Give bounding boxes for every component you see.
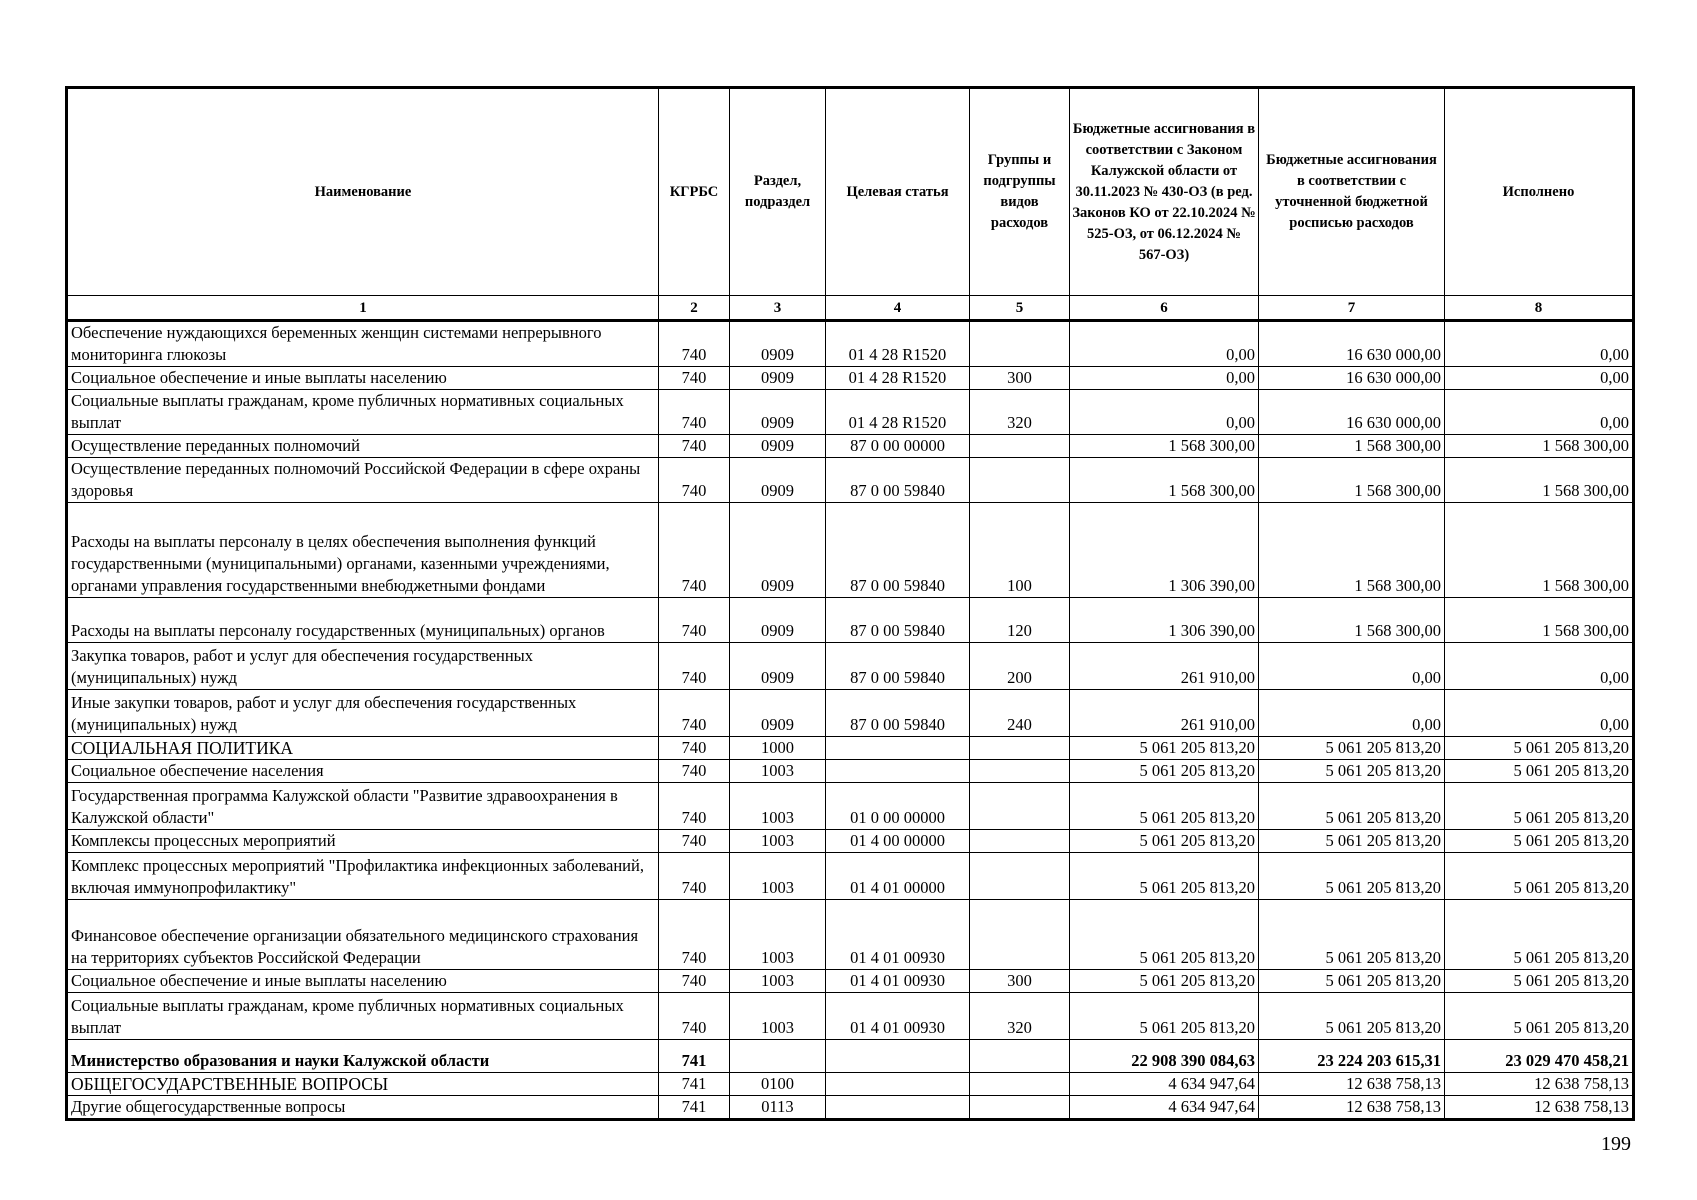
cell-executed-amount: 12 638 758,13 <box>1445 1096 1634 1120</box>
table-row <box>67 853 1634 900</box>
cell-refined-amount: 5 061 205 813,20 <box>1259 970 1445 993</box>
cell-law-amount: 22 908 390 084,63 <box>1070 1040 1259 1073</box>
cell-refined-amount: 0,00 <box>1259 690 1445 737</box>
cell-group <box>970 900 1070 970</box>
header-name: Наименование <box>67 88 659 296</box>
cell-group <box>970 830 1070 853</box>
page-number: 199 <box>1601 1133 1631 1155</box>
cell-refined-amount: 1 568 300,00 <box>1259 458 1445 503</box>
cell-law-amount: 0,00 <box>1070 367 1259 390</box>
cell-name: Министерство образования и науки Калужской области <box>67 1040 659 1073</box>
header-groups: Группы и подгруппы видов расходов <box>970 88 1070 296</box>
cell-refined-amount: 23 224 203 615,31 <box>1259 1040 1445 1073</box>
table-row <box>67 1073 1634 1096</box>
cell-law-amount: 5 061 205 813,20 <box>1070 853 1259 900</box>
table-row <box>67 321 1634 367</box>
header-section: Раздел, подраздел <box>730 88 826 296</box>
table-row <box>67 390 1634 435</box>
cell-name: Социальное обеспечение и иные выплаты населению <box>67 367 659 390</box>
cell-section: 0909 <box>730 598 826 643</box>
cell-kgrbs: 740 <box>659 853 730 900</box>
cell-kgrbs: 740 <box>659 830 730 853</box>
column-number: 5 <box>970 296 1070 321</box>
cell-section: 0909 <box>730 690 826 737</box>
table-row <box>67 458 1634 503</box>
cell-refined-amount: 12 638 758,13 <box>1259 1073 1445 1096</box>
cell-section: 1000 <box>730 737 826 760</box>
cell-kgrbs: 740 <box>659 390 730 435</box>
table-row <box>67 690 1634 737</box>
cell-law-amount: 0,00 <box>1070 321 1259 367</box>
column-number: 2 <box>659 296 730 321</box>
cell-target: 01 0 00 00000 <box>826 783 970 830</box>
cell-refined-amount: 5 061 205 813,20 <box>1259 830 1445 853</box>
cell-name: Государственная программа Калужской области "Развитие здравоохранения в Калужской области" <box>67 783 659 830</box>
cell-law-amount: 1 306 390,00 <box>1070 503 1259 598</box>
table-row <box>67 1096 1634 1120</box>
cell-name: ОБЩЕГОСУДАРСТВЕННЫЕ ВОПРОСЫ <box>67 1073 659 1096</box>
cell-target: 87 0 00 59840 <box>826 598 970 643</box>
cell-executed-amount: 1 568 300,00 <box>1445 598 1634 643</box>
column-number: 4 <box>826 296 970 321</box>
cell-kgrbs: 740 <box>659 760 730 783</box>
table-row <box>67 643 1634 690</box>
cell-refined-amount: 5 061 205 813,20 <box>1259 853 1445 900</box>
cell-kgrbs: 740 <box>659 458 730 503</box>
cell-kgrbs: 740 <box>659 737 730 760</box>
cell-target <box>826 1096 970 1120</box>
cell-refined-amount: 1 568 300,00 <box>1259 503 1445 598</box>
cell-name: Комплекс процессных мероприятий "Профилактика инфекционных заболеваний, включая иммунопрофилактику" <box>67 853 659 900</box>
cell-law-amount: 5 061 205 813,20 <box>1070 970 1259 993</box>
cell-refined-amount: 1 568 300,00 <box>1259 435 1445 458</box>
cell-kgrbs: 740 <box>659 690 730 737</box>
cell-law-amount: 261 910,00 <box>1070 690 1259 737</box>
cell-law-amount: 0,00 <box>1070 390 1259 435</box>
cell-section: 1003 <box>730 993 826 1040</box>
cell-executed-amount: 5 061 205 813,20 <box>1445 737 1634 760</box>
cell-group: 200 <box>970 643 1070 690</box>
table-row <box>67 367 1634 390</box>
cell-law-amount: 5 061 205 813,20 <box>1070 783 1259 830</box>
cell-target <box>826 1040 970 1073</box>
cell-law-amount: 1 306 390,00 <box>1070 598 1259 643</box>
header-kgrbs: КГРБС <box>659 88 730 296</box>
cell-group <box>970 853 1070 900</box>
cell-target: 01 4 28 R1520 <box>826 367 970 390</box>
cell-name: Осуществление переданных полномочий <box>67 435 659 458</box>
cell-group <box>970 760 1070 783</box>
table-row <box>67 435 1634 458</box>
cell-executed-amount: 0,00 <box>1445 690 1634 737</box>
cell-name: Социальное обеспечение и иные выплаты населению <box>67 970 659 993</box>
cell-target: 87 0 00 59840 <box>826 458 970 503</box>
cell-group <box>970 783 1070 830</box>
cell-name: Осуществление переданных полномочий Российской Федерации в сфере охраны здоровья <box>67 458 659 503</box>
cell-section: 0909 <box>730 458 826 503</box>
cell-section: 1003 <box>730 970 826 993</box>
cell-name: Другие общегосударственные вопросы <box>67 1096 659 1120</box>
cell-section: 1003 <box>730 760 826 783</box>
header-row <box>67 88 1634 296</box>
cell-law-amount: 1 568 300,00 <box>1070 458 1259 503</box>
cell-executed-amount: 0,00 <box>1445 321 1634 367</box>
cell-target: 87 0 00 59840 <box>826 503 970 598</box>
cell-name: Обеспечение нуждающихся беременных женщин системами непрерывного мониторинга глюкозы <box>67 321 659 367</box>
cell-executed-amount: 5 061 205 813,20 <box>1445 993 1634 1040</box>
cell-target <box>826 737 970 760</box>
cell-section: 0909 <box>730 435 826 458</box>
cell-group <box>970 1040 1070 1073</box>
column-number: 8 <box>1445 296 1634 321</box>
cell-group: 120 <box>970 598 1070 643</box>
cell-executed-amount: 1 568 300,00 <box>1445 435 1634 458</box>
cell-target: 01 4 01 00930 <box>826 993 970 1040</box>
header-law: Бюджетные ассигнования в соответствии с Законом Калужской области от 30.11.2023 № 430-ОЗ (в ред. Законов КО от 22.10.2024 № 525-ОЗ, от 06.12.2024 № 567-ОЗ) <box>1070 88 1259 296</box>
cell-executed-amount: 0,00 <box>1445 390 1634 435</box>
cell-target <box>826 1073 970 1096</box>
cell-executed-amount: 5 061 205 813,20 <box>1445 853 1634 900</box>
header-executed: Исполнено <box>1445 88 1634 296</box>
cell-group: 240 <box>970 690 1070 737</box>
cell-section: 0909 <box>730 643 826 690</box>
column-number: 1 <box>67 296 659 321</box>
cell-group: 300 <box>970 367 1070 390</box>
cell-law-amount: 5 061 205 813,20 <box>1070 737 1259 760</box>
cell-refined-amount: 16 630 000,00 <box>1259 390 1445 435</box>
cell-kgrbs: 740 <box>659 503 730 598</box>
cell-name: СОЦИАЛЬНАЯ ПОЛИТИКА <box>67 737 659 760</box>
cell-section: 1003 <box>730 900 826 970</box>
cell-law-amount: 261 910,00 <box>1070 643 1259 690</box>
cell-refined-amount: 16 630 000,00 <box>1259 367 1445 390</box>
cell-refined-amount: 5 061 205 813,20 <box>1259 760 1445 783</box>
cell-refined-amount: 12 638 758,13 <box>1259 1096 1445 1120</box>
cell-executed-amount: 1 568 300,00 <box>1445 503 1634 598</box>
cell-executed-amount: 5 061 205 813,20 <box>1445 970 1634 993</box>
table-row <box>67 503 1634 598</box>
cell-name: Комплексы процессных мероприятий <box>67 830 659 853</box>
budget-table <box>65 86 1635 1121</box>
table-row <box>67 760 1634 783</box>
cell-section: 0113 <box>730 1096 826 1120</box>
column-number: 6 <box>1070 296 1259 321</box>
cell-executed-amount: 0,00 <box>1445 367 1634 390</box>
cell-name: Расходы на выплаты персоналу государственных (муниципальных) органов <box>67 598 659 643</box>
cell-name: Социальные выплаты гражданам, кроме публичных нормативных социальных выплат <box>67 390 659 435</box>
cell-refined-amount: 16 630 000,00 <box>1259 321 1445 367</box>
cell-executed-amount: 5 061 205 813,20 <box>1445 900 1634 970</box>
table-row <box>67 598 1634 643</box>
cell-executed-amount: 5 061 205 813,20 <box>1445 830 1634 853</box>
cell-law-amount: 5 061 205 813,20 <box>1070 830 1259 853</box>
cell-law-amount: 5 061 205 813,20 <box>1070 993 1259 1040</box>
cell-target: 01 4 28 R1520 <box>826 321 970 367</box>
cell-group: 300 <box>970 970 1070 993</box>
cell-group: 100 <box>970 503 1070 598</box>
cell-refined-amount: 5 061 205 813,20 <box>1259 737 1445 760</box>
cell-refined-amount: 5 061 205 813,20 <box>1259 900 1445 970</box>
cell-kgrbs: 740 <box>659 900 730 970</box>
cell-law-amount: 4 634 947,64 <box>1070 1096 1259 1120</box>
cell-name: Закупка товаров, работ и услуг для обеспечения государственных (муниципальных) нужд <box>67 643 659 690</box>
cell-law-amount: 5 061 205 813,20 <box>1070 760 1259 783</box>
table-row <box>67 1040 1634 1073</box>
cell-executed-amount: 1 568 300,00 <box>1445 458 1634 503</box>
table-row <box>67 970 1634 993</box>
cell-target: 01 4 01 00930 <box>826 970 970 993</box>
cell-section: 1003 <box>730 830 826 853</box>
cell-kgrbs: 740 <box>659 321 730 367</box>
cell-executed-amount: 12 638 758,13 <box>1445 1073 1634 1096</box>
cell-group: 320 <box>970 993 1070 1040</box>
column-number: 7 <box>1259 296 1445 321</box>
cell-kgrbs: 740 <box>659 435 730 458</box>
cell-target: 01 4 01 00000 <box>826 853 970 900</box>
cell-kgrbs: 740 <box>659 970 730 993</box>
cell-section: 0100 <box>730 1073 826 1096</box>
cell-target: 87 0 00 59840 <box>826 690 970 737</box>
cell-refined-amount: 5 061 205 813,20 <box>1259 993 1445 1040</box>
cell-kgrbs: 740 <box>659 783 730 830</box>
cell-target <box>826 760 970 783</box>
cell-kgrbs: 740 <box>659 993 730 1040</box>
cell-group: 320 <box>970 390 1070 435</box>
cell-law-amount: 5 061 205 813,20 <box>1070 900 1259 970</box>
cell-section <box>730 1040 826 1073</box>
cell-target: 87 0 00 59840 <box>826 643 970 690</box>
cell-section: 0909 <box>730 503 826 598</box>
cell-group <box>970 458 1070 503</box>
cell-law-amount: 1 568 300,00 <box>1070 435 1259 458</box>
table-row <box>67 783 1634 830</box>
table-body <box>67 321 1634 1120</box>
cell-group <box>970 1073 1070 1096</box>
cell-name: Финансовое обеспечение организации обязательного медицинского страхования на территориях субъектов Российской Федерации <box>67 900 659 970</box>
cell-refined-amount: 0,00 <box>1259 643 1445 690</box>
cell-kgrbs: 740 <box>659 643 730 690</box>
cell-section: 1003 <box>730 853 826 900</box>
cell-refined-amount: 1 568 300,00 <box>1259 598 1445 643</box>
cell-name: Расходы на выплаты персоналу в целях обеспечения выполнения функций государственными (муниципальными) органами, казенными учреждениями, органами управления государственными внебюджетными фондами <box>67 503 659 598</box>
cell-executed-amount: 0,00 <box>1445 643 1634 690</box>
cell-kgrbs: 741 <box>659 1073 730 1096</box>
header-target: Целевая статья <box>826 88 970 296</box>
cell-target: 01 4 01 00930 <box>826 900 970 970</box>
cell-group <box>970 1096 1070 1120</box>
cell-section: 0909 <box>730 321 826 367</box>
cell-executed-amount: 5 061 205 813,20 <box>1445 783 1634 830</box>
cell-section: 0909 <box>730 390 826 435</box>
cell-target: 01 4 00 00000 <box>826 830 970 853</box>
cell-section: 1003 <box>730 783 826 830</box>
cell-section: 0909 <box>730 367 826 390</box>
cell-kgrbs: 741 <box>659 1096 730 1120</box>
cell-target: 01 4 28 R1520 <box>826 390 970 435</box>
cell-name: Иные закупки товаров, работ и услуг для обеспечения государственных (муниципальных) нужд <box>67 690 659 737</box>
cell-group <box>970 321 1070 367</box>
cell-kgrbs: 740 <box>659 598 730 643</box>
cell-group <box>970 737 1070 760</box>
cell-name: Социальные выплаты гражданам, кроме публичных нормативных социальных выплат <box>67 993 659 1040</box>
column-number-row <box>67 296 1634 321</box>
cell-law-amount: 4 634 947,64 <box>1070 1073 1259 1096</box>
table-row <box>67 993 1634 1040</box>
cell-executed-amount: 23 029 470 458,21 <box>1445 1040 1634 1073</box>
cell-refined-amount: 5 061 205 813,20 <box>1259 783 1445 830</box>
cell-target: 87 0 00 00000 <box>826 435 970 458</box>
table-row <box>67 830 1634 853</box>
cell-group <box>970 435 1070 458</box>
cell-name: Социальное обеспечение населения <box>67 760 659 783</box>
cell-kgrbs: 741 <box>659 1040 730 1073</box>
cell-executed-amount: 5 061 205 813,20 <box>1445 760 1634 783</box>
table-row <box>67 900 1634 970</box>
table-row <box>67 737 1634 760</box>
column-number: 3 <box>730 296 826 321</box>
cell-kgrbs: 740 <box>659 367 730 390</box>
header-refined: Бюджетные ассигнования в соответствии с уточненной бюджетной росписью расходов <box>1259 88 1445 296</box>
